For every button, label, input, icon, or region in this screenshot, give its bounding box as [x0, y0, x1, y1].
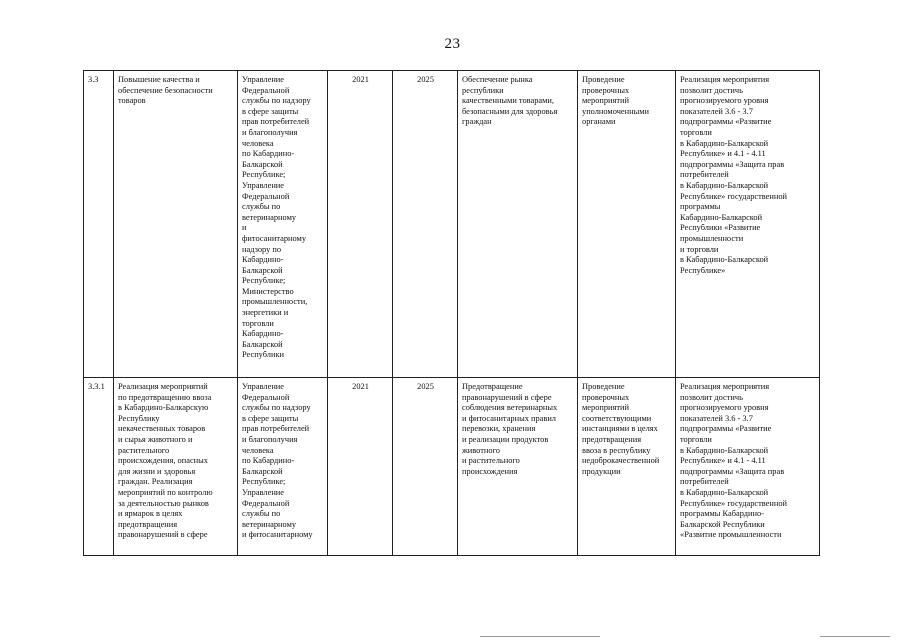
- measure-name: Повышение качества и обеспечение безопасности товаров: [114, 71, 238, 378]
- main-content: Проведение проверочных мероприятий уполномоченными органами: [578, 71, 676, 378]
- responsible-executor: Управление Федеральной службы по надзору в сфере защиты прав потребителей и благополучия человека по Кабардино- Балкарской Республике; Управление Федеральной службы по ветеринарному и фитосанитарному: [238, 378, 328, 556]
- indicator-link: Реализация мероприятия позволит достичь прогнозируемого уровня показателей 3.6 - 3.7 подпрограммы «Развитие торговли в Кабардино-Балкарской Республике» и 4.1 - 4.11 подпрограммы «Защита прав потребителей в Кабардино-Балкарской Республике» государственной программы Кабардино- Балкарской Республики «Развитие промышленности: [676, 378, 820, 556]
- measures-table: [83, 70, 820, 556]
- start-year: 2021: [328, 71, 393, 378]
- expected-result: Обеспечение рынка республики качественными товарами, безопасными для здоровья граждан: [458, 71, 578, 378]
- end-year: 2025: [393, 378, 458, 556]
- responsible-executor: Управление Федеральной службы по надзору в сфере защиты прав потребителей и благополучия человека по Кабардино- Балкарской Республике; Управление Федеральной службы по ветеринарному и фитосанитарному надзору по Кабардино- Балкарской Республике; Министерство промышленности, энергетики и торговли Кабардино- Балкарской Республики: [238, 71, 328, 378]
- row-number: 3.3: [84, 71, 114, 378]
- indicator-link: Реализация мероприятия позволит достичь прогнозируемого уровня показателей 3.6 - 3.7 подпрограммы «Развитие торговли в Кабардино-Балкарской Республике» и 4.1 - 4.11 подпрограммы «Защита прав потребителей в Кабардино-Балкарской Республике» государственной программы Кабардино-Балкарской Республики «Развитие промышленности и торговли в Кабардино-Балкарской Республике»: [676, 71, 820, 378]
- main-content: Проведение проверочных мероприятий соответствующими инстанциями в целях предотвращения ввоза в республику недоброкачественной продукции: [578, 378, 676, 556]
- table-row: [84, 71, 820, 378]
- scan-artifact: [820, 636, 890, 637]
- table-row: [84, 378, 820, 556]
- start-year: 2021: [328, 378, 393, 556]
- scan-artifact: [480, 636, 600, 637]
- expected-result: Предотвращение правонарушений в сфере соблюдения ветеринарных и фитосанитарных правил перевозки, хранения и реализации продуктов животного и растительного происхождения: [458, 378, 578, 556]
- page-number: 23: [444, 36, 461, 52]
- end-year: 2025: [393, 71, 458, 378]
- row-number: 3.3.1: [84, 378, 114, 556]
- measure-name: Реализация мероприятий по предотвращению ввоза в Кабардино-Балкарскую Республику некачественных товаров и сырья животного и растительного происхождения, опасных для жизни и здоровья граждан. Реализация мероприятий по контролю за деятельностью рынков и ярмарок в целях предотвращения правонарушений в сфере: [114, 378, 238, 556]
